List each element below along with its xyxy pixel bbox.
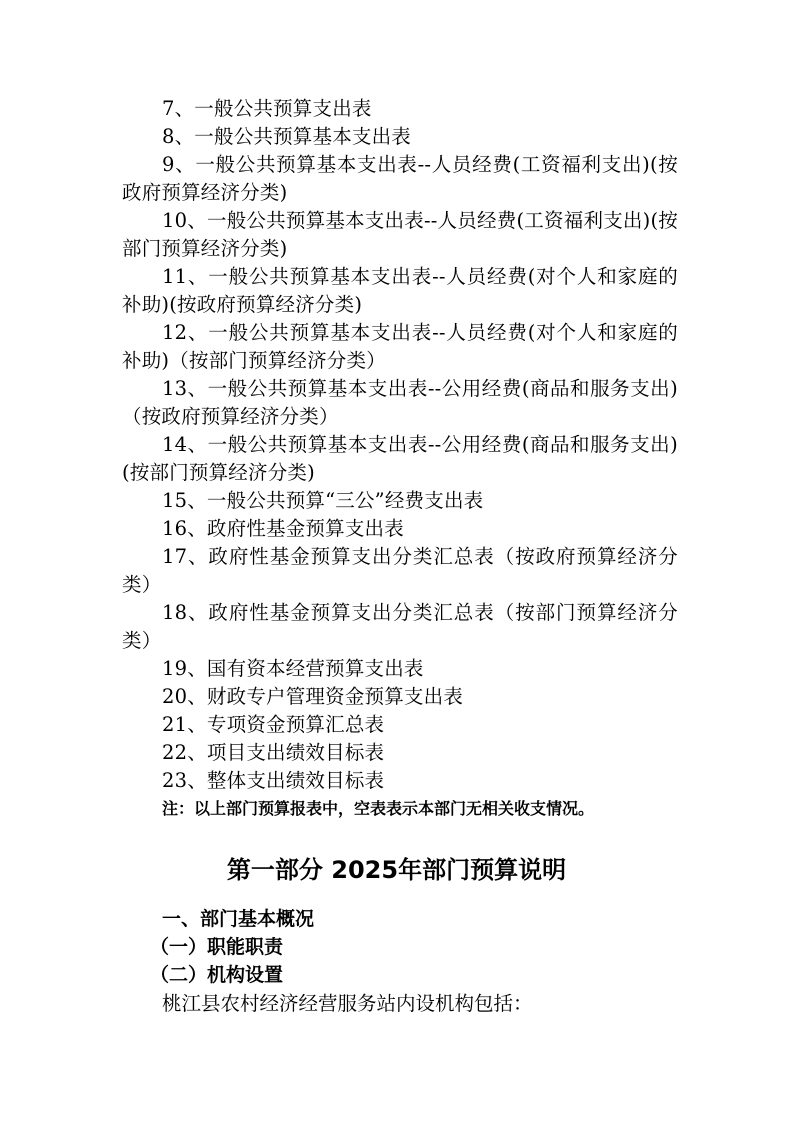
list-item: 20、财政专户管理资金预算支出表 [162, 685, 464, 708]
part-title: 第一部分 2025年部门预算说明 [226, 856, 567, 884]
list-item: 7、一般公共预算支出表 [162, 97, 372, 120]
list-item: 15、一般公共预算“三公”经费支出表 [162, 489, 484, 512]
list-item: 13、一般公共预算基本支出表--公用经费(商品和服务支出)（按政府预算经济分类） [122, 377, 678, 428]
section-heading: 一、部门基本概况 [162, 908, 315, 930]
list-item: 16、政府性基金预算支出表 [162, 517, 404, 540]
report-table-list [122, 95, 678, 823]
list-item: 12、一般公共预算基本支出表--人员经费(对个人和家庭的补助)（按部门预算经济分类） [122, 321, 678, 372]
subsection-heading-functions: （一）职能职责 [150, 936, 284, 958]
list-item: 9、一般公共预算基本支出表--人员经费(工资福利支出)(按政府预算经济分类) [122, 153, 678, 204]
empty-table-note: 注：以上部门预算报表中，空表表示本部门无相关收支情况。 [162, 799, 595, 818]
list-item: 11、一般公共预算基本支出表--人员经费(对个人和家庭的补助)(按政府预算经济分类) [122, 265, 678, 316]
list-item: 18、政府性基金预算支出分类汇总表（按部门预算经济分类） [122, 601, 678, 652]
body-paragraph: 桃江县农村经济经营服务站内设机构包括： [162, 992, 533, 1015]
section-content [122, 905, 678, 1019]
list-item: 19、国有资本经营预算支出表 [162, 657, 424, 680]
list-item: 8、一般公共预算基本支出表 [162, 125, 412, 148]
subsection-heading-organization: （二）机构设置 [150, 964, 284, 986]
list-item: 14、一般公共预算基本支出表--公用经费(商品和服务支出)(按部门预算经济分类) [122, 433, 678, 484]
list-item: 23、整体支出绩效目标表 [162, 769, 385, 792]
list-item: 22、项目支出绩效目标表 [162, 741, 385, 764]
list-item: 17、政府性基金预算支出分类汇总表（按政府预算经济分类） [122, 545, 678, 596]
list-item: 21、专项资金预算汇总表 [162, 713, 385, 736]
list-item: 10、一般公共预算基本支出表--人员经费(工资福利支出)(按部门预算经济分类) [122, 209, 678, 260]
